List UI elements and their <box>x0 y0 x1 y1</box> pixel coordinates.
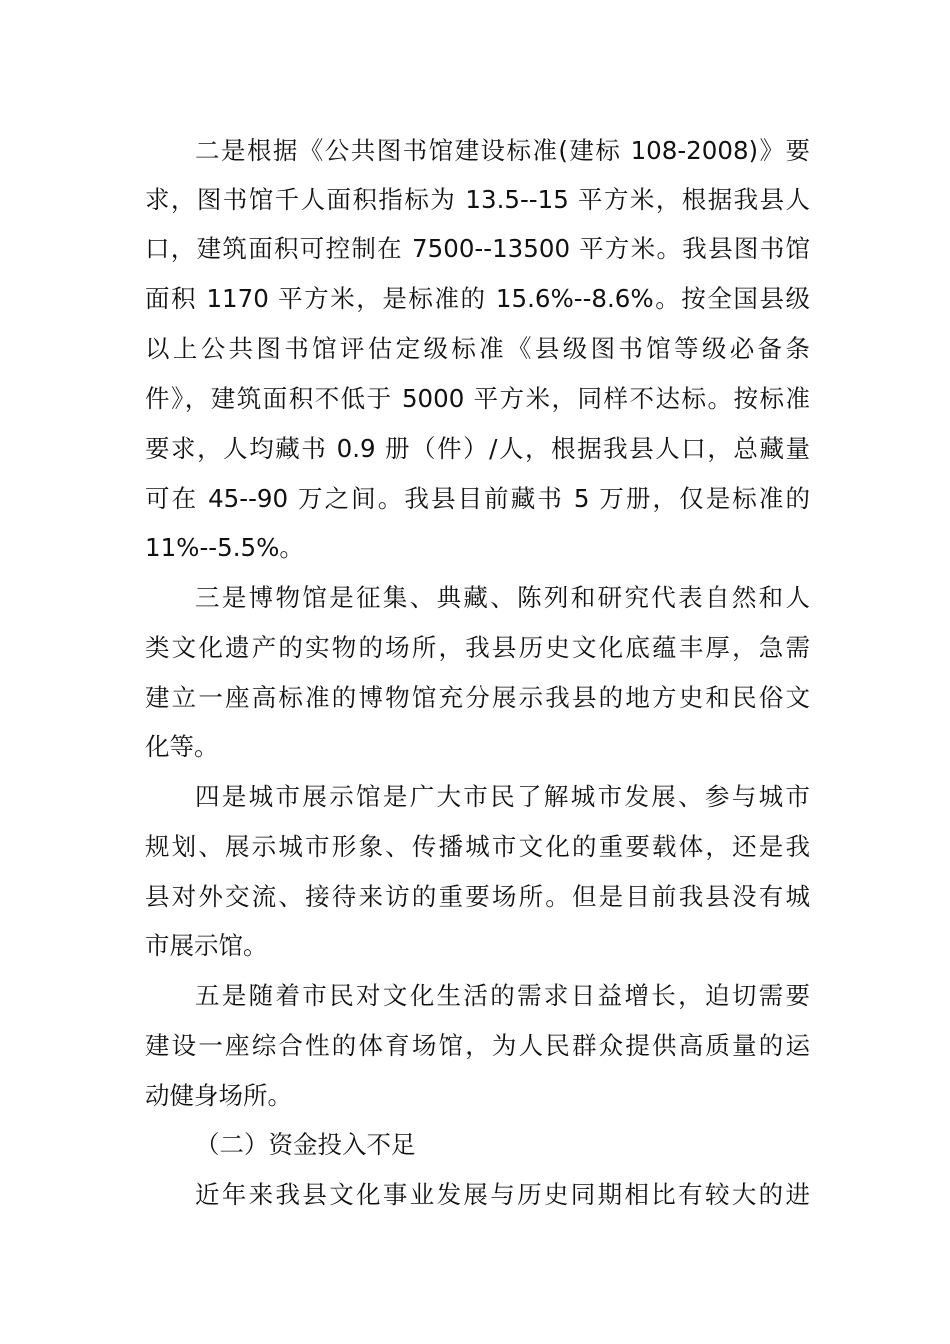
text-line: 县对外交流、接待来访的重要场所。但是目前我县没有城 <box>145 882 810 911</box>
text-line: 面积 1170 平方米，是标准的 15.6%--8.6%。按全国县级 <box>145 284 810 313</box>
text-line: 市展示馆。 <box>145 931 268 960</box>
text-line: 动健身场所。 <box>145 1081 292 1110</box>
text-line: 三是博物馆是征集、典藏、陈列和研究代表自然和人 <box>195 583 810 612</box>
text-line: 以上公共图书馆评估定级标准《县级图书馆等级必备条 <box>145 334 810 363</box>
text-line: 近年来我县文化事业发展与历史同期相比有较大的进 <box>195 1180 810 1209</box>
text-line: 要求，人均藏书 0.9 册（件）/人，根据我县人口，总藏量 <box>145 434 810 463</box>
text-line: 规划、展示城市形象、传播城市文化的重要载体，还是我 <box>145 832 810 861</box>
text-line: 件》，建筑面积不低于 5000 平方米，同样不达标。按标准 <box>145 384 810 413</box>
text-line: 建设一座综合性的体育场馆，为人民群众提供高质量的运 <box>145 1031 810 1060</box>
text-line: 五是随着市民对文化生活的需求日益增长，迫切需要 <box>195 981 810 1010</box>
text-line: 化等。 <box>145 732 219 761</box>
text-line: 四是城市展示馆是广大市民了解城市发展、参与城市 <box>195 782 810 811</box>
section-heading: （二）资金投入不足 <box>195 1130 416 1159</box>
text-line: 可在 45--90 万之间。我县目前藏书 5 万册，仅是标准的 <box>145 484 810 513</box>
text-line: 11%--5.5%。 <box>145 533 304 562</box>
text-line: 求，图书馆千人面积指标为 13.5--15 平方米，根据我县人 <box>145 185 810 214</box>
text-line: 类文化遗产的实物的场所，我县历史文化底蕴丰厚，急需 <box>145 633 810 662</box>
text-line: 二是根据《公共图书馆建设标准(建标 108-2008)》要 <box>195 136 810 165</box>
text-line: 建立一座高标准的博物馆充分展示我县的地方史和民俗文 <box>145 683 810 712</box>
text-line: 口，建筑面积可控制在 7500--13500 平方米。我县图书馆 <box>145 234 810 263</box>
